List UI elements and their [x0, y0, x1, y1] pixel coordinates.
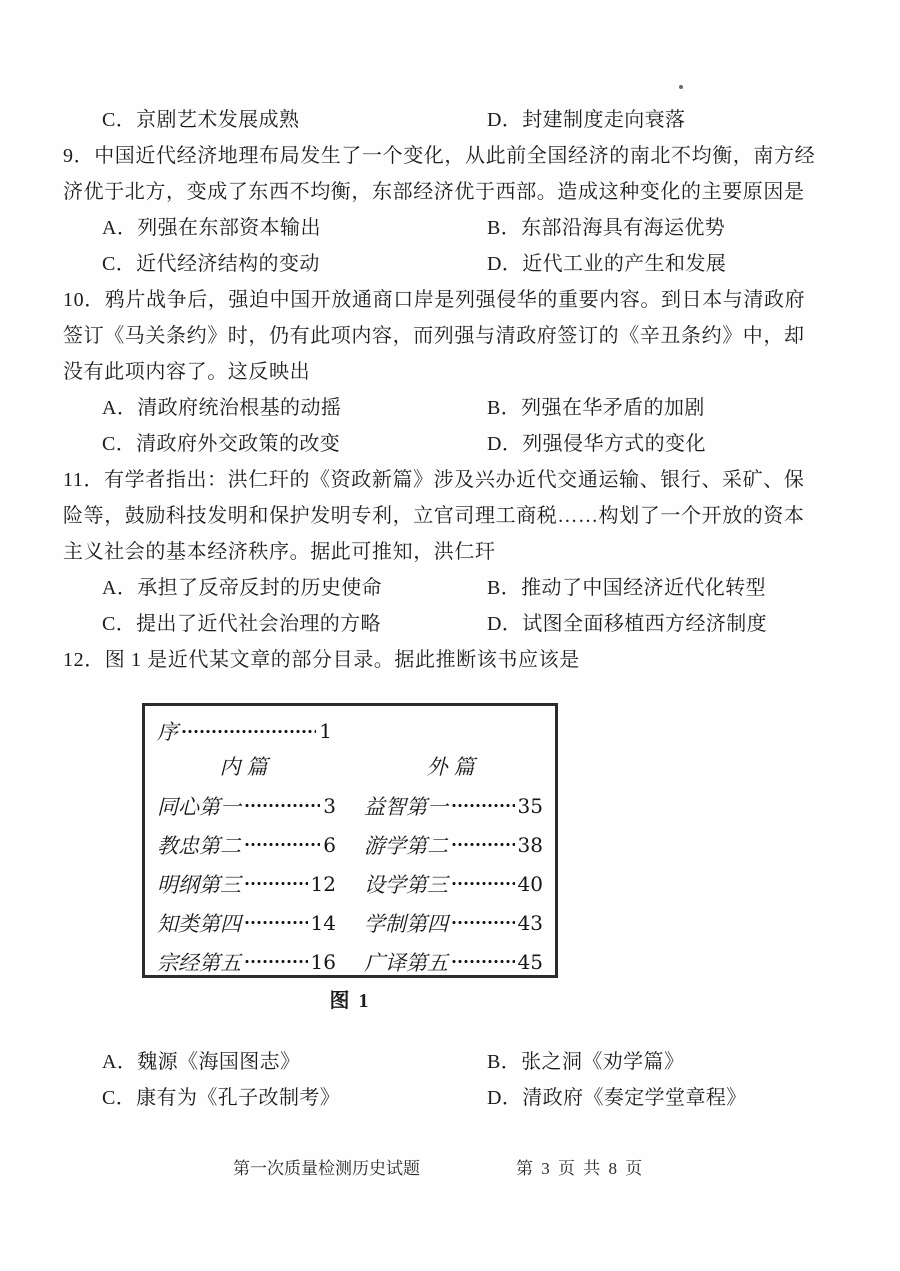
question-10-stem-line-2: 签订《马关条约》时，仍有此项内容，而列强与清政府签订的《辛丑条约》中，却 [63, 325, 805, 347]
question-10-options-cd [63, 426, 843, 462]
question-9-options-ab [63, 210, 843, 246]
question-10-stem-line-3: 没有此项内容了。这反映出 [63, 361, 311, 383]
toc-preface-row [157, 714, 332, 748]
toc-inner-item [157, 825, 336, 864]
dot-leader [244, 957, 308, 966]
toc-inner-header: 内篇 [219, 755, 274, 779]
question-10-option-d: D．列强侵华方式的变化 [487, 433, 706, 455]
toc-inner-item [157, 864, 336, 903]
dot-leader [244, 840, 320, 849]
toc-item-label: 游学第二 [364, 833, 448, 858]
question-11-stem-line-2: 险等，鼓励科技发明和保护发明专利，立官司理工商税……构划了一个开放的资本 [63, 505, 805, 527]
toc-item-page: 35 [517, 793, 543, 818]
question-12-option-a: A．魏源《海国图志》 [102, 1051, 301, 1073]
toc-item-label: 学制第四 [364, 911, 448, 936]
question-8-options-cd [63, 102, 843, 138]
question-11-stem-line-1: 11．有学者指出：洪仁玕的《资政新篇》涉及兴办近代交通运输、银行、采矿、保 [63, 469, 805, 491]
footer-page-number: 第 3 页 共 8 页 [516, 1159, 645, 1178]
question-10-stem-line-1: 10．鸦片战争后，强迫中国开放通商口岸是列强侵华的重要内容。到日本与清政府 [63, 289, 806, 311]
figure-1-caption: 图 1 [329, 990, 371, 1012]
question-11-options-cd [63, 606, 843, 642]
page-footer [63, 1158, 843, 1180]
question-10-option-b: B．列强在华矛盾的加剧 [487, 397, 705, 419]
toc-item-page: 12 [310, 871, 336, 896]
question-10-options-ab [63, 390, 843, 426]
dot-leader [451, 840, 515, 849]
question-11-option-a: A．承担了反帝反封的历史使命 [102, 577, 383, 599]
page-content [63, 102, 843, 1180]
toc-outer-item [364, 942, 543, 981]
question-12-option-c: C．康有为《孔子改制考》 [102, 1087, 341, 1109]
question-12-option-b: B．张之洞《劝学篇》 [487, 1051, 685, 1073]
figure-1 [142, 703, 558, 1014]
question-10-option-a: A．清政府统治根基的动摇 [102, 397, 342, 419]
toc-inner-item [157, 786, 336, 825]
toc-item-label: 知类第四 [157, 911, 241, 936]
dot-leader [451, 879, 515, 888]
toc-item-page: 43 [517, 910, 543, 935]
toc-outer-column [364, 748, 543, 981]
toc-item-page: 3 [323, 793, 336, 818]
question-12-stem: 12．图 1 是近代某文章的部分目录。据此推断该书应该是 [63, 649, 580, 671]
question-12-options-ab [63, 1044, 843, 1080]
question-9-stem-line-2: 济优于北方，变成了东西不均衡，东部经济优于西部。造成这种变化的主要原因是 [63, 181, 805, 203]
toc-outer-item [364, 864, 543, 903]
dot-leader [244, 801, 320, 810]
question-11-stem-line-3: 主义社会的基本经济秩序。据此可推知，洪仁玕 [63, 541, 496, 563]
toc-item-label: 同心第一 [157, 794, 241, 819]
question-12-options-cd [63, 1080, 843, 1116]
toc-item-page: 38 [517, 832, 543, 857]
question-9-stem-line-1: 9．中国近代经济地理布局发生了一个变化，从此前全国经济的南北不均衡，南方经 [63, 145, 816, 167]
dot-leader [181, 727, 316, 736]
toc-item-page: 6 [323, 832, 336, 857]
scan-artifact-dot [679, 85, 683, 89]
toc-outer-item [364, 825, 543, 864]
question-9-option-b: B．东部沿海具有海运优势 [487, 217, 726, 239]
toc-item-label: 广译第五 [364, 950, 448, 975]
figure-1-toc-box [142, 703, 558, 978]
toc-preface-label: 序 [157, 720, 178, 744]
question-9-options-cd [63, 246, 843, 282]
question-11-options-ab [63, 570, 843, 606]
question-11-option-b: B．推动了中国经济近代化转型 [487, 577, 766, 599]
toc-item-label: 明纲第三 [157, 872, 241, 897]
toc-inner-item [157, 942, 336, 981]
question-9-option-a: A．列强在东部资本输出 [102, 217, 321, 239]
toc-columns [157, 748, 543, 981]
toc-item-page: 14 [310, 910, 336, 935]
question-11-option-d: D．试图全面移植西方经济制度 [487, 613, 768, 635]
toc-item-label: 设学第三 [364, 872, 448, 897]
question-8-option-d: D．封建制度走向衰落 [487, 109, 686, 131]
toc-item-page: 40 [517, 871, 543, 896]
toc-item-label: 教忠第二 [157, 833, 241, 858]
toc-outer-header: 外篇 [426, 755, 481, 779]
dot-leader [244, 918, 308, 927]
toc-preface-page: 1 [319, 719, 332, 743]
toc-item-label: 宗经第五 [157, 950, 241, 975]
question-9-option-c: C．近代经济结构的变动 [102, 253, 320, 275]
toc-item-page: 16 [310, 949, 336, 974]
question-10-option-c: C．清政府外交政策的改变 [102, 433, 341, 455]
dot-leader [451, 801, 515, 810]
dot-leader [451, 918, 515, 927]
question-11-option-c: C．提出了近代社会治理的方略 [102, 613, 381, 635]
toc-outer-item [364, 786, 543, 825]
question-9-option-d: D．近代工业的产生和发展 [487, 253, 727, 275]
toc-item-page: 45 [517, 949, 543, 974]
dot-leader [244, 879, 308, 888]
question-8-option-c: C．京剧艺术发展成熟 [102, 109, 300, 131]
toc-inner-column [157, 748, 336, 981]
toc-inner-item [157, 903, 336, 942]
toc-item-label: 益智第一 [364, 794, 448, 819]
dot-leader [451, 957, 515, 966]
toc-outer-item [364, 903, 543, 942]
question-12-option-d: D．清政府《奏定学堂章程》 [487, 1087, 747, 1109]
footer-exam-title: 第一次质量检测历史试题 [233, 1159, 420, 1178]
